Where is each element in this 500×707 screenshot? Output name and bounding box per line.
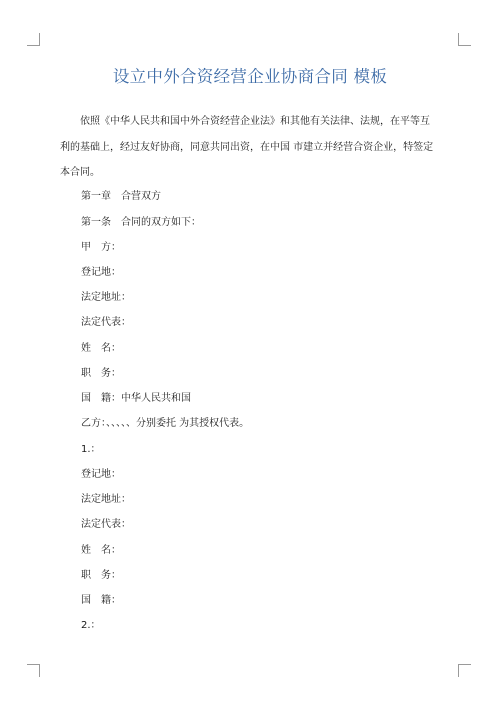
- intro-paragraph: [60, 109, 450, 186]
- chapter-heading: 第一章 合营双方: [81, 191, 161, 202]
- crop-mark-top-left: [27, 33, 40, 46]
- crop-mark-bottom-right: [458, 664, 471, 677]
- legal-address-field: 法定地址：: [81, 494, 131, 505]
- party-b-line: 乙方：、、、、、分别委托 为其授权代表。: [81, 418, 250, 429]
- intro-line: 本合同。: [60, 167, 100, 178]
- document-title: 设立中外合资经营企业协商合同 模板: [112, 67, 388, 86]
- legal-representative-field: 法定代表：: [81, 317, 131, 328]
- item-2-label: 2.：: [81, 620, 101, 631]
- position-field: 职 务：: [81, 368, 121, 379]
- item-1-label: 1.：: [81, 444, 101, 455]
- crop-mark-bottom-left: [27, 664, 40, 677]
- party-a-label: 甲 方：: [81, 242, 121, 253]
- name-field: 姓 名：: [81, 343, 121, 354]
- intro-line: 利的基础上，经过友好协商，同意共同出资，在中国 市建立并经营合资企业，特签定: [60, 141, 434, 153]
- registration-field: 登记地：: [81, 469, 121, 480]
- legal-representative-field: 法定代表：: [81, 519, 131, 530]
- nationality-field: 国 籍：: [81, 595, 121, 606]
- name-field: 姓 名：: [81, 545, 121, 556]
- registration-field: 登记地：: [81, 267, 121, 278]
- position-field: 职 务：: [81, 570, 121, 581]
- legal-address-field: 法定地址：: [81, 292, 131, 303]
- nationality-field: 国 籍：中华人民共和国: [81, 393, 191, 404]
- article-heading: 第一条 合同的双方如下：: [81, 217, 201, 228]
- intro-line: 依照《中华人民共和国中外合资经营企业法》和其他有关法律、法规，在平等互: [80, 116, 430, 127]
- crop-mark-top-right: [458, 33, 471, 46]
